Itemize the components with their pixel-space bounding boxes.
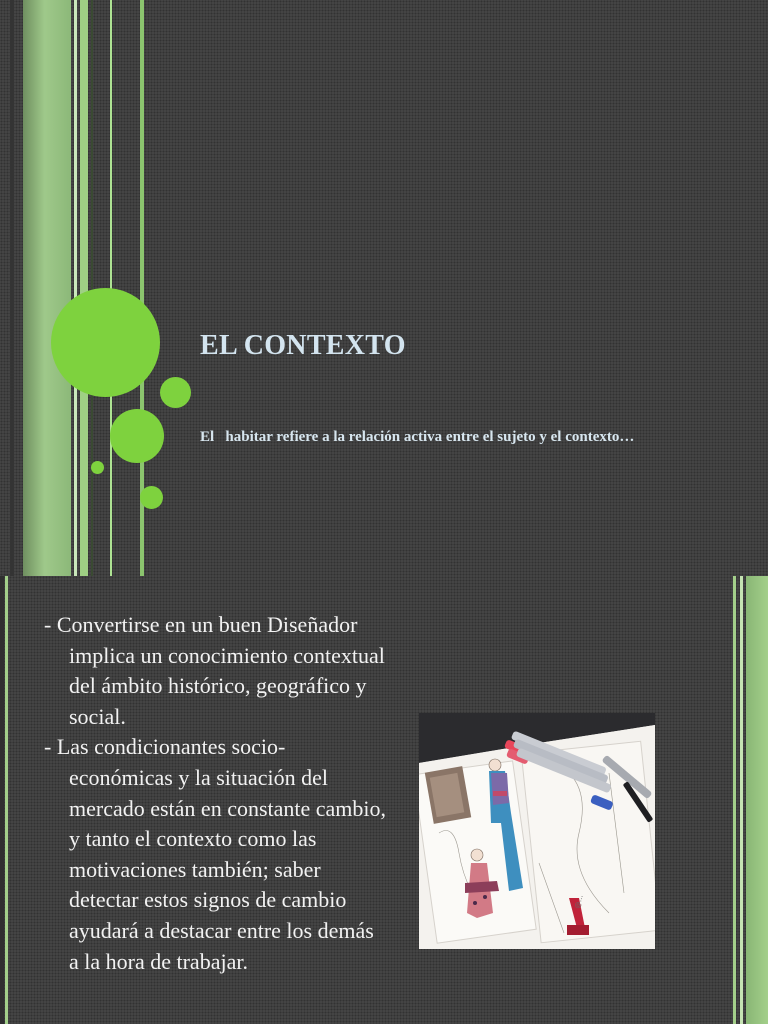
decor-stripe [10, 0, 14, 576]
green-circle-medium [110, 409, 164, 463]
photo-watermark: @… [573, 893, 585, 910]
decor-stripe [0, 576, 4, 1024]
fashion-sketch-illustration [419, 713, 655, 949]
content-slide [0, 576, 768, 1024]
slide-subtitle: El habitar refiere a la relación activa entre el sujeto y el contexto… [200, 429, 635, 445]
bullet-list [44, 610, 389, 977]
decor-stripe [23, 0, 71, 576]
green-dot [91, 461, 104, 474]
green-circle-large [51, 288, 160, 397]
slide-title: EL CONTEXTO [200, 330, 406, 361]
bullet-item: - Convertirse en un buen Diseñador implica un conocimiento contextual del ámbito histórico, geográfico y social. [44, 612, 385, 729]
green-circle-small [140, 486, 163, 509]
decor-stripe [733, 576, 736, 1024]
decor-stripe [80, 0, 88, 576]
bullet-item: - Las condicionantes socio-económicas y la situación del mercado están en constante cambio, y tanto el contexto como las motivaciones también; saber detectar estos signos de cambio ayudará a destacar entre los demás a la hora de trabajar. [44, 734, 387, 974]
decor-stripe [746, 576, 768, 1024]
green-circle-small [160, 377, 191, 408]
fashion-sketch-photo [419, 713, 655, 949]
decor-stripe [91, 0, 93, 576]
decor-stripe [74, 0, 77, 576]
decor-stripe [5, 576, 8, 1024]
decor-stripe [740, 576, 743, 1024]
